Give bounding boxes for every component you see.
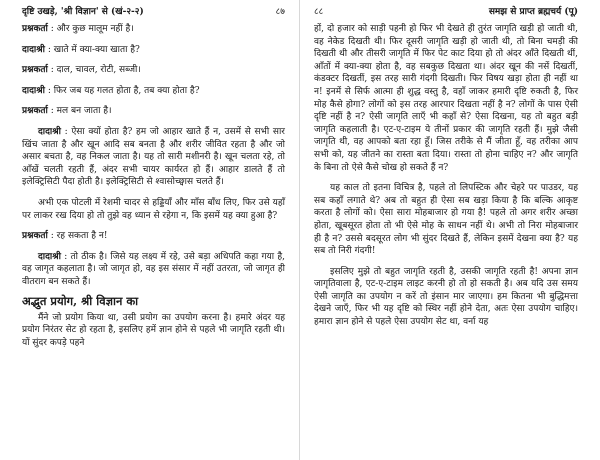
dialogue-text: : रह सकता है न! [50, 231, 108, 242]
dialogue-text: : तो ठीक है। जिसे यह लक्ष्य में रहे, उसे बड़ा अधिपति कहा गया है, वह जागृत कहलाता है। जो जागृत हो, वह इस संसार में नहीं उतरता, जो जागृत ही वीतराग बन सकते हैं। [22, 251, 285, 287]
dialogue-line [22, 44, 285, 57]
dialogue-line [22, 230, 285, 243]
dialogue-line [22, 105, 285, 118]
dialogue-text: : खाते में क्या-क्या खाता है? [47, 44, 140, 55]
left-page-header [22, 6, 285, 19]
left-page-title: दृष्टि उखड़े, 'श्री विज्ञान' से (खं-२-२) [22, 7, 144, 17]
body-paragraph: यह काल तो इतना विचित्र है, पहले तो लिपस्टिक और चेहरे पर पाउडर, यह सब कहाँ लगाते थे? अब तो बहुत ही ऐसा सब खड़ा किया है कि बल्कि आकृष्ट करता है लोगों को। ऐसा सारा मोहबाजार हो गया है! पहले तो अगर शरीर अच्छा होता, खूबसूरत होता तो भी ऐसे मोह के साधन नहीं थे। अभी तो निरा मोहबाजार ही है न? उससे बदसूरत लोग भी सुंदर दिखते हैं, लेकिन इसमें देखना क्या है? यह सब तो निरी गंदगी! [314, 183, 578, 257]
section-heading: अद्भुत प्रयोग, श्री विज्ञान का [22, 293, 139, 308]
dialogue-line [22, 126, 285, 189]
dialogue-text: : दाल, चावल, रोटी, सब्जी। [50, 65, 141, 76]
dialogue-line [22, 251, 285, 289]
speaker-label: दादाश्री [22, 85, 45, 96]
dialogue-line [22, 85, 285, 98]
body-paragraph: अभी एक पोटली में रेशमी चादर से हड्डियाँ और माँस बाँध लिए, फिर उसे यहाँ पर लाकर रख दिया हो तो तुझे वह ध्यान से रहेगा न, कि इसमें यह क्या हुआ है? [22, 197, 285, 221]
body-paragraph: हों, दो हजार को साड़ी पहनी हो फिर भी देखते ही तुरंत जागृति खड़ी हो जाती थी, वह नेकेड दिखती थी। फिर दूसरी जागृति खड़ी हो जाती थी, तो बिना चमड़ी की दिखती थी और तीसरी जागृति में फिर पेट काट दिया हो तो अंदर आँते दिखती थीं, आँतों में क्या-क्या होता है, वह सबकुछ दिखता था। अंदर खून की नसें दिखतीं, कंडक्टर दिखतीं, इस तरह सारी गंदगी दिखती। फिर विषय खड़ा होता ही नहीं था न! इनमें से सिर्फ आत्मा ही शुद्ध वस्तु है, वहाँ जाकर हमारी दृष्टि रुकती है, फिर मोह कैसे होगा? लोगों को इस तरह आरपार दिखता नहीं है न? लोगों के पास ऐसी दृष्टि नहीं है न? ऐसी जागृति लाएँ भी कहाँ से? ऐसा दिखना, यह तो बहुत बड़ी जागृति कहलाती है। एट-ए-टाइम ये तीनों प्रकार की जागृति रहती हैं। मुझे जैसी जागृति थी, वह आपको बता रहा हूँ। जिस तरीके से मैं जीता हूँ, वह तरीका आप सभी को, यह जीतने का रास्ता बता दिया। रास्ता तो होना चाहिए न? और जागृति के बिना तो ऐसे कैसे चोख हो सकते हैं न? [314, 24, 578, 173]
dialogue-text: : फिर जब यह गलत होता है, तब क्या होता है? [47, 85, 200, 96]
speaker-label: प्रश्नकर्ता [22, 231, 48, 242]
right-page-title: समझ से प्राप्त ब्रह्मचर्य (पू) [488, 7, 578, 17]
right-page-header [314, 6, 578, 19]
speaker-label: दादाश्री [38, 126, 61, 137]
body-paragraph: मैंने जो प्रयोग किया था, उसी प्रयोग का उपयोग करना है। हमारे अंदर यह प्रयोग निरंतर सेट हो रहता है, इसलिए हमें ज्ञान होने से पहले भी जागृति रहती थी। यों सुंदर कपड़े पहने [22, 312, 285, 348]
speaker-label: प्रश्नकर्ता [22, 106, 48, 117]
speaker-label: दादाश्री [38, 251, 61, 262]
dialogue-line [22, 23, 285, 36]
dialogue-line [22, 64, 285, 77]
dialogue-text: : ऐसा क्यों होता है? हम जो आहार खाते हैं न, उसमें से सभी सार खिंच जाता है और खून आदि सब बनता है और शरीर जीवित रहता है और जो असार बचता है, वह निकल जाता है। यह तो सारी मशीनरी है। खून चलता रहे, तो आँखें चलती रहती हैं, अंदर सभी चायर कार्यरत हो हैं। आहार डालते हैं तो इलेक्ट्रिसिटी पैदा होती है। इलेक्ट्रिसिटी से श्वासोच्छ्वास चलते हैं। [22, 126, 285, 188]
right-page-number: ८८ [314, 7, 324, 17]
body-paragraph: इसलिए मुझे तो बहुत जागृति रहती है, उसकी जागृति रहती है! अपना ज्ञान जागृतिवाला है, एट-ए-टाइम लाइट करनी हो तो हो सकती है। अब यदि उस समय ऐसी जागृति का उपयोग न करें तो इंसान मार जाएगा। हम कितना भी बुद्धिमत्ता देखने जाएँ, फिर भी यह दृष्टि को स्थिर नहीं होने देता, अतः ऐसा उपयोग चाहिए। हमारा ज्ञान होने से पहले ऐसा उपयोग सेट था, वर्ना यह [314, 266, 578, 328]
speaker-label: प्रश्नकर्ता [22, 65, 48, 76]
right-page [300, 0, 600, 460]
speaker-label: दादाश्री [22, 44, 45, 55]
dialogue-text: : मल बन जाता है। [50, 106, 112, 117]
left-page-number: ८७ [275, 7, 285, 17]
speaker-label: प्रश्नकर्ता [22, 24, 48, 34]
dialogue-text: : और कुछ मालूम नहीं है। [50, 24, 134, 34]
